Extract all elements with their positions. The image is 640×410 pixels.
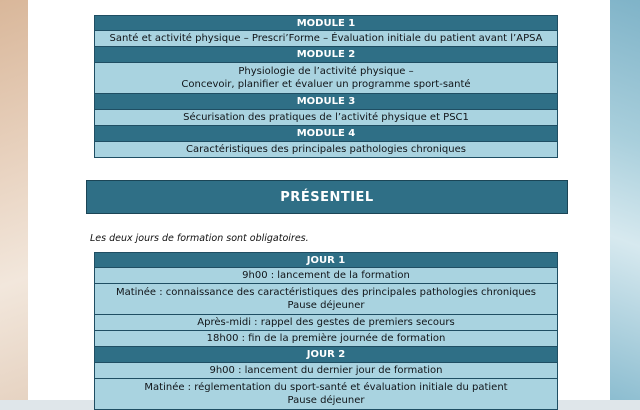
day-1-row-2-line-2: Pause déjeuner bbox=[287, 300, 365, 311]
module-2-header: MODULE 2 bbox=[94, 47, 558, 63]
day-2-row-2-line-1: Matinée : réglementation du sport-santé et évaluation initiale du patient bbox=[144, 382, 508, 393]
day-2-row-2 bbox=[94, 379, 558, 410]
day-2-row-1 bbox=[94, 363, 558, 379]
module-1-line-1: Santé et activité physique – Prescri’Forme – Évaluation initiale du patient avant l’APSA bbox=[109, 33, 543, 44]
modules-table bbox=[94, 15, 558, 158]
module-1-content bbox=[94, 31, 558, 47]
attendance-note: Les deux jours de formation sont obligatoires. bbox=[90, 233, 309, 244]
module-4-content bbox=[94, 142, 558, 158]
day-1-row-2-line-1: Matinée : connaissance des caractéristiques des principales pathologies chroniques bbox=[115, 287, 537, 298]
day-1-row-4 bbox=[94, 331, 558, 347]
decorative-left-panel bbox=[0, 0, 28, 400]
module-3-content bbox=[94, 110, 558, 126]
module-2-line-1: Physiologie de l’activité physique – bbox=[238, 66, 414, 77]
module-3-header: MODULE 3 bbox=[94, 94, 558, 110]
day-2-row-1-line: 9h00 : lancement du dernier jour de formation bbox=[209, 365, 443, 376]
day-1-row-3 bbox=[94, 315, 558, 331]
days-table bbox=[94, 252, 558, 410]
day-1-header: JOUR 1 bbox=[94, 252, 558, 268]
day-1-row-3-line: Après-midi : rappel des gestes de premiers secours bbox=[197, 317, 455, 328]
module-3-line-1: Sécurisation des pratiques de l’activité physique et PSC1 bbox=[183, 112, 469, 123]
day-1-row-1 bbox=[94, 268, 558, 284]
presentiel-banner: PRÉSENTIEL bbox=[86, 180, 568, 214]
module-1-header: MODULE 1 bbox=[94, 15, 558, 31]
decorative-right-panel bbox=[610, 0, 640, 400]
document-page bbox=[28, 0, 610, 406]
module-4-header: MODULE 4 bbox=[94, 126, 558, 142]
day-1-row-4-line: 18h00 : fin de la première journée de formation bbox=[206, 333, 446, 344]
day-2-row-2-line-2: Pause déjeuner bbox=[287, 395, 365, 406]
module-2-line-2: Concevoir, planifier et évaluer un programme sport-santé bbox=[181, 79, 471, 90]
day-1-row-2 bbox=[94, 284, 558, 315]
module-2-content bbox=[94, 63, 558, 94]
day-2-header: JOUR 2 bbox=[94, 347, 558, 363]
day-1-row-1-line: 9h00 : lancement de la formation bbox=[242, 270, 410, 281]
module-4-line-1: Caractéristiques des principales pathologies chroniques bbox=[186, 144, 466, 155]
